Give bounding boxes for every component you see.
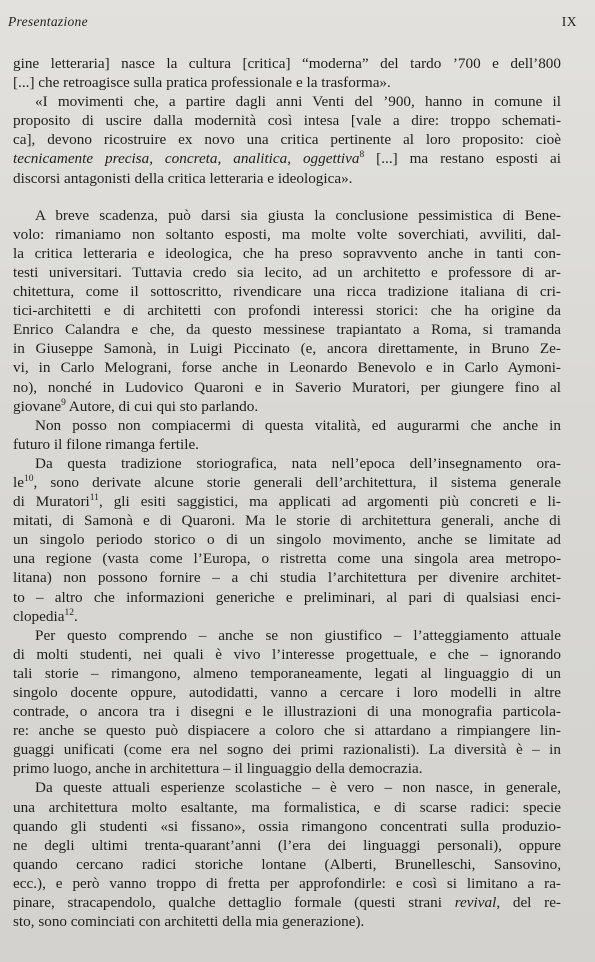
text-line: contrade, o ancora tra i disegni e le illustrazioni di una monografia particola- <box>13 703 561 721</box>
text-line: di Muratori$^{11}$, gli esiti saggistici, ma applicati ad argomenti più concreti e li- <box>13 493 561 511</box>
text-line: giovane$^9$ Autore, di cui qui sto parlando. <box>13 397 259 415</box>
text-line: testi universitari. Tuttavia credo sia lecito, ad un architetto e professore di ar- <box>13 263 561 281</box>
text-line: sto, sono cominciati con architetti della mia generazione). <box>13 913 365 931</box>
text-line: tecnicamente precisa, concreta, analitica, oggettiva$^8$ [...] ma restano esposti ai <box>13 150 561 168</box>
text-line: Per questo comprendo – anche se non giustifico – l’atteggiamento attuale <box>35 626 561 644</box>
text-line: Da questa tradizione storiografica, nata nell’epoca dell’insegnamento ora- <box>35 454 561 472</box>
text-line: litana) non possono fornire – a chi studia l’architettura per divenire architet- <box>13 569 561 587</box>
text-line: guaggi unificati (come era nel sogno dei primi razionalisti). La diversità è – in <box>13 741 561 759</box>
text-line: $le^{10}$, sono derivate alcune storie generali dell’architettura, il sistema generale <box>13 473 561 491</box>
running-head-title: Presentazione <box>8 14 88 29</box>
text-line: futuro il filone rimanga fertile. <box>13 435 199 453</box>
text-line: ca], devono ricostruire ex novo una critica pertinente al loro proposito: cioè <box>13 131 561 149</box>
page-number: IX <box>561 14 577 29</box>
text-line: Non posso non compiacermi di questa vitalità, ed augurarmi che anche in <box>35 416 561 434</box>
text-line: singolo docente oppure, autodidatti, vanno a cercare i loro modelli in altre <box>13 684 561 701</box>
running-head <box>8 14 581 32</box>
body-text <box>13 54 561 931</box>
text-line: A breve scadenza, può darsi sia giusta la conclusione pessimistica di Bene- <box>35 206 561 224</box>
text-line: primo luogo, anche in architettura – il linguaggio della democrazia. <box>13 760 423 778</box>
text-line: ne degli ultimi trenta-quarant’anni (l’era dei linguaggi personali), oppure <box>13 836 561 854</box>
text-line: una regione (vasta come l’Europa, o ristretta come una singola area metropo- <box>13 550 561 568</box>
text-line: [...] che retroagisce sulla pratica professionale e la trasforma». <box>13 74 391 92</box>
text-line: vi, in Carlo Melograni, forse anche in Leonardo Benevolo e in Carlo Aymoni- <box>13 359 561 377</box>
text-line: una architettura molto esaltante, ma formalistica, e di scarse radici: specie <box>13 798 561 816</box>
text-line: pinare, stracapendolo, qualche dettaglio formale (questi strani revival, del re- <box>13 894 561 912</box>
text-line: to – altro che informazioni generiche e preliminari, al pari di qualsiasi enci- <box>13 588 561 606</box>
text-line: re: anche se questo può dispiacere a coloro che si attardano a rimpiangere lin- <box>13 722 561 740</box>
text-line: ecc.), e però vanno troppo di fretta per approfondirle: e così si limitano a ra- <box>13 874 561 892</box>
text-line: in Giuseppe Samonà, in Luigi Piccinato (e, ancora direttamente, in Bruno Ze- <box>13 340 561 358</box>
text-line: quando cercano radici storiche lontane (Alberti, Brunelleschi, Sansovino, <box>13 855 561 873</box>
text-line: volo: rimaniamo non soltanto esposti, ma molte volte soverchiati, avviliti, dal- <box>13 225 561 243</box>
text-line: di molti studenti, nei quali è vivo l’interesse progettuale, e che – ignorando <box>13 645 561 663</box>
text-line: tici-architetti e di architetti con profondi interessi storici: che ha origine da <box>13 302 561 320</box>
text-line: tali storie – rimangono, almeno temporaneamente, legati al linguaggio di un <box>13 664 561 682</box>
text-line: la critica letteraria e ideologica, che ha preso sopravvento anche in tanti con- <box>13 244 561 262</box>
paragraph-gap <box>13 188 561 206</box>
text-line: mitati, di Samonà e di Quaroni. Ma le storie di architettura generali, anche di <box>13 512 561 530</box>
text-line: no), nonché in Ludovico Quaroni e in Saverio Muratori, per giungere fino al <box>13 378 561 396</box>
text-line: clopedia$^{12}$. <box>13 607 78 625</box>
text-line: un singolo periodo storico o di un singolo movimento, anche se limitate ad <box>13 531 561 549</box>
text-line: gine letteraria] nasce la cultura [critica] “moderna” del tardo ’700 e dell’800 <box>13 55 561 72</box>
text-line: quando gli studenti «si fissano», ossia rimangono concentrati sulla produzio- <box>13 817 561 835</box>
text-line: Enrico Calandra e che, da questo messinese trapiantato a Roma, si tramanda <box>13 321 561 339</box>
text-line: chitettura, come il sottoscritto, rivendicare una ricca tradizione italiana di cri- <box>13 283 561 301</box>
text-line: proposito di uscire dalla modernità così intesa [vale a dire: troppo schemati- <box>13 112 561 130</box>
text-line: discorsi antagonisti della critica letteraria e ideologica». <box>13 169 353 187</box>
text-line: Da queste attuali esperienze scolastiche – è vero – non nasce, in generale, <box>35 779 561 797</box>
text-line: «I movimenti che, a partire dagli anni Venti del ’900, hanno in comune il <box>35 93 561 111</box>
